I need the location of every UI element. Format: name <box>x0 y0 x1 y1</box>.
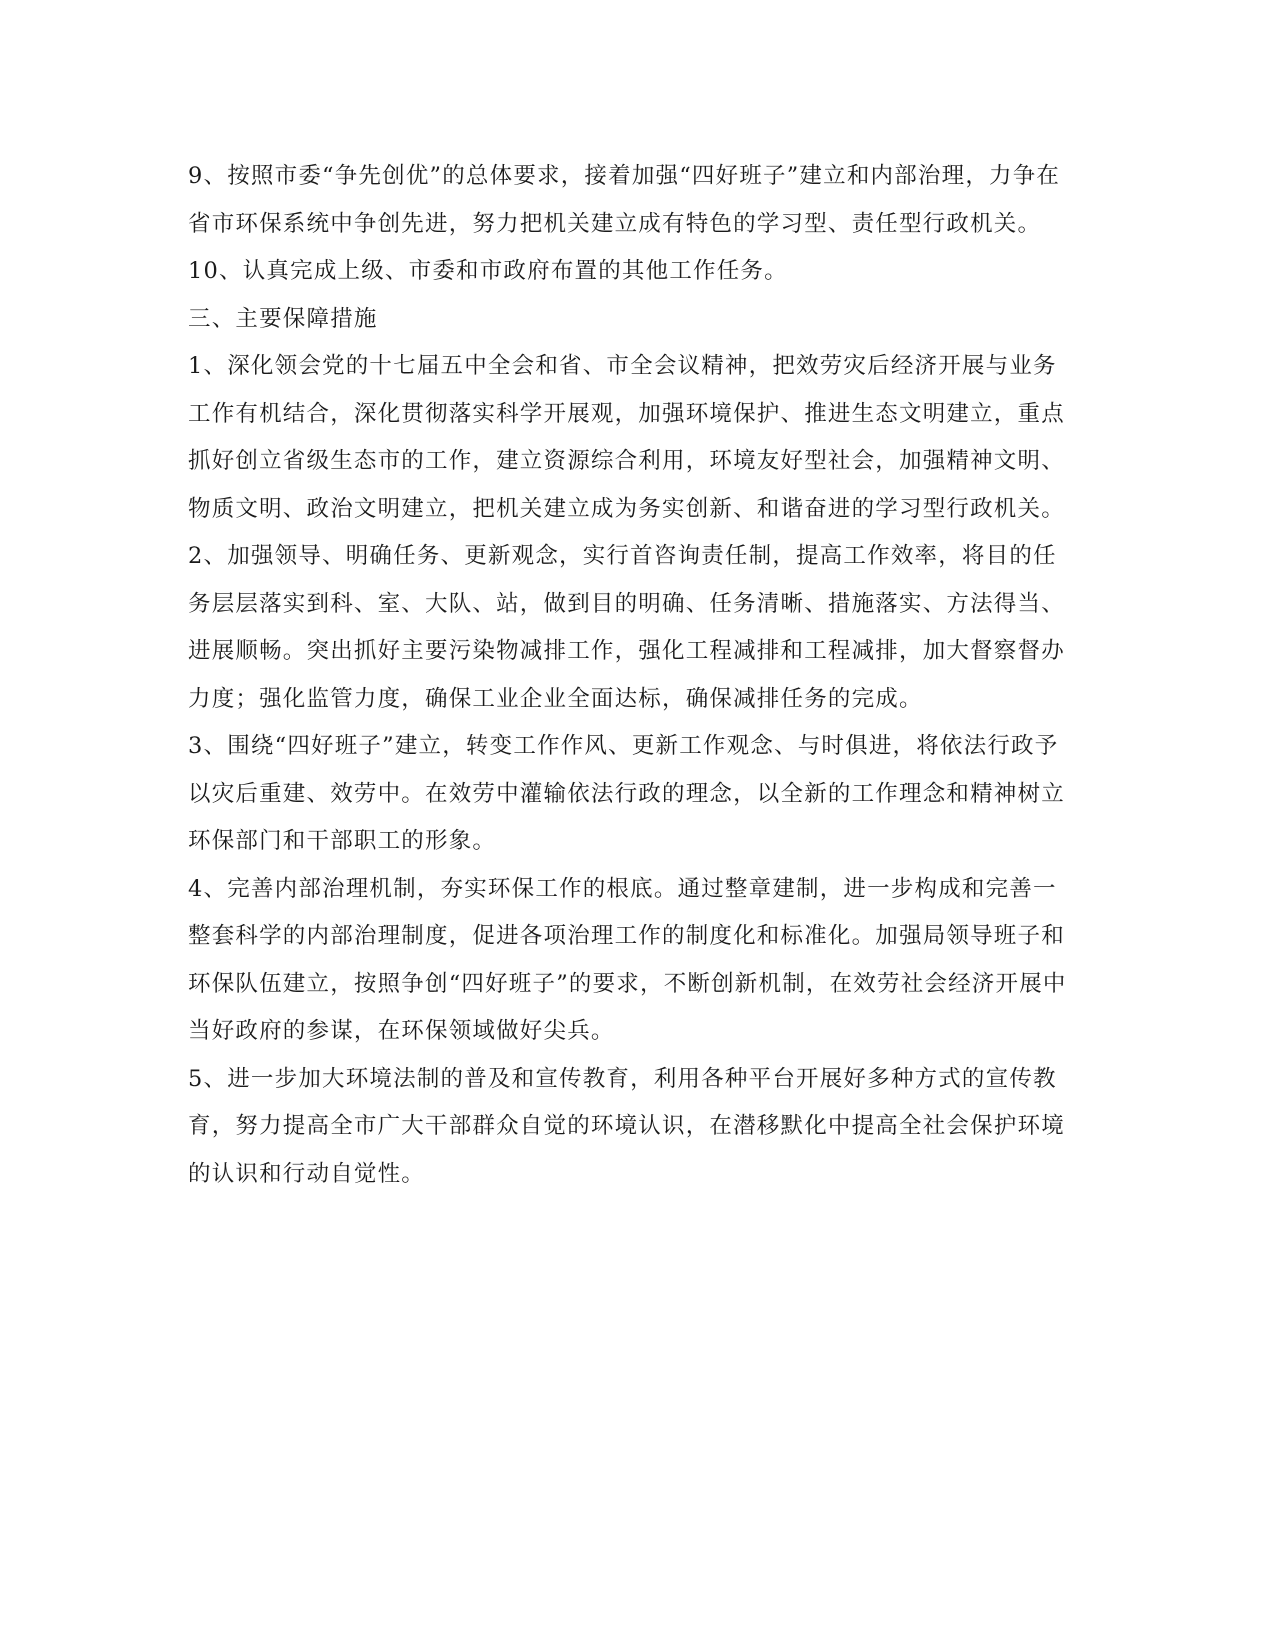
paragraph-measure-5: 5、进一步加大环境法制的普及和宣传教育，利用各种平台开展好多种方式的宣传教育，努力提高全市广大干部群众自觉的环境认识，在潜移默化中提高全社会保护环境的认识和行动自觉性。 <box>188 1065 1065 1187</box>
paragraph-measure-1: 1、深化领会党的十七届五中全会和省、市全会议精神，把效劳灾后经济开展与业务工作有机结合，深化贯彻落实科学开展观，加强环境保护、推进生态文明建立，重点抓好创立省级生态市的工作，建立资源综合利用，环境友好型社会，加强精神文明、物质文明、政治文明建立，把机关建立成为务实创新、和谐奋进的学习型行政机关。 <box>188 353 1065 522</box>
document-body <box>188 153 1068 1198</box>
paragraph-measure-2: 2、加强领导、明确任务、更新观念，实行首咨询责任制，提高工作效率，将目的任务层层落实到科、室、大队、站，做到目的明确、任务清晰、措施落实、方法得当、进展顺畅。突出抓好主要污染物减排工作，强化工程减排和工程减排，加大督察督办力度；强化监管力度，确保工业企业全面达标，确保减排任务的完成。 <box>188 543 1065 712</box>
paragraph-measure-3: 3、围绕“四好班子”建立，转变工作作风、更新工作观念、与时俱进，将依法行政予以灾后重建、效劳中。在效劳中灌输依法行政的理念，以全新的工作理念和精神树立环保部门和干部职工的形象。 <box>188 733 1065 854</box>
paragraph-measure-4: 4、完善内部治理机制，夯实环保工作的根底。通过整章建制，进一步构成和完善一整套科学的内部治理制度，促进各项治理工作的制度化和标准化。加强局领导班子和环保队伍建立，按照争创“四好班子”的要求，不断创新机制，在效劳社会经济开展中当好政府的参谋，在环保领域做好尖兵。 <box>188 875 1067 1044</box>
paragraph-item-9: 9、按照市委“争先创优”的总体要求，接着加强“四好班子”建立和内部治理，力争在省市环保系统中争创先进，努力把机关建立成有特色的学习型、责任型行政机关。 <box>188 163 1061 237</box>
section-heading-measures: 三、主要保障措施 <box>188 305 378 332</box>
paragraph-item-10: 10、认真完成上级、市委和市政府布置的其他工作任务。 <box>188 258 788 284</box>
